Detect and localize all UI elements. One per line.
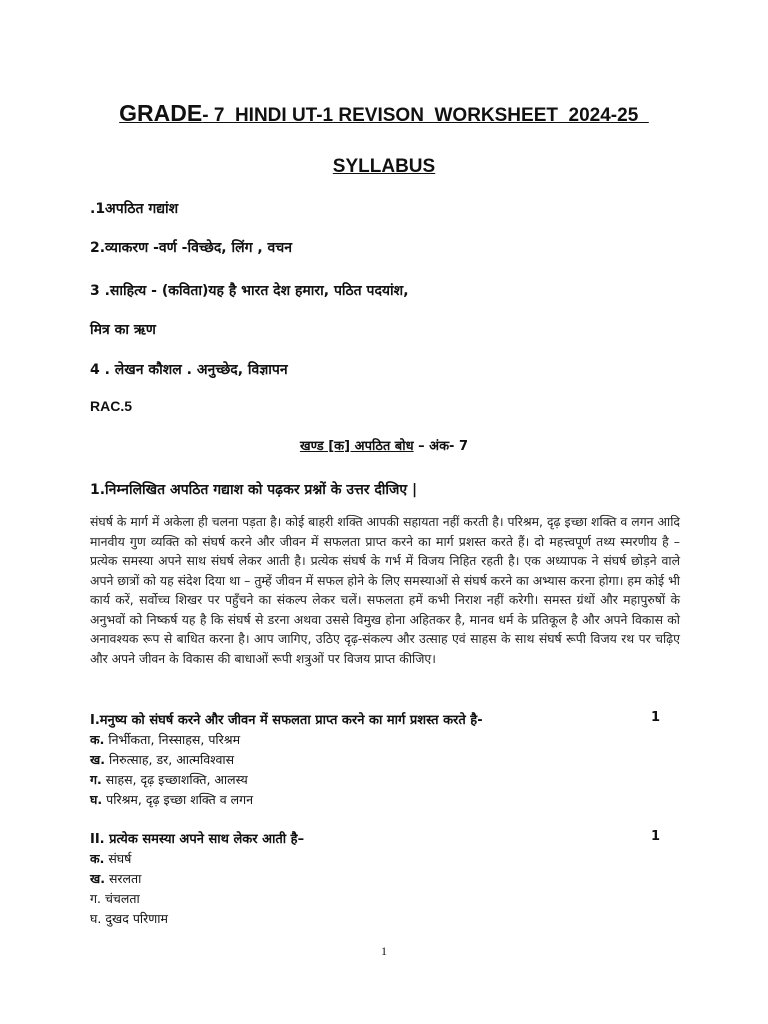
option-kha: ख. सरलता: [90, 871, 142, 886]
syllabus-item-3: 3 .साहित्य - (कविता)यह है भारत देश हमारा, पठित पदयांश,: [90, 283, 409, 299]
unseen-passage: संघर्ष के मार्ग में अकेला ही चलना पड़ता है। कोई बाहरी शक्ति आपकी सहायता नहीं करती है। परिश्रम, दृढ़ इच्छा शक्ति व लगन आदि मानवीय गुण व्यक्ति को संघर्ष करने और जीवन में सफलता प्राप्त करने का मार्ग प्रशस्त करते हैं। दो महत्त्वपूर्ण तथ्य स्मरणीय है – प्रत्येक समस्या अपने साथ संघर्ष लेकर आती है। प्रत्येक संघर्ष के गर्भ में विजय निहित रहती है। एक अध्यापक ने संघर्ष छोड़ने वाले अपने छात्रों को यह संदेश दिया था – तुम्हें जीवन में सफल होने के लिए समस्याओं से संघर्ष करने का अभ्यास करना होगा। हम कोई भी कार्य करें, सर्वोच्च शिखर पर पहुँचने का संकल्प लेकर चलें। सफलता हमें कभी निराश नहीं करेगी। समस्त ग्रंथों और महापुरुषों के अनुभवों को निष्कर्ष यह है कि संघर्ष से डरना अथवा उससे विमुख होना अहितकर है, मानव धर्म के प्रतिकूल है और अपने विकास को अनावश्यक रूप से बाधित करना है। आप जागिए, उठिए दृढ़-संकल्प और उत्साह एवं साहस के साथ संघर्ष रूपी विजय रथ पर चढ़िए और अपने जीवन के विकास की बाधाओं रूपी शत्रुओं पर विजय प्राप्त कीजिए।: [90, 514, 680, 666]
rac-label: RAC.5: [90, 398, 133, 414]
title-grade-word: GRADE: [119, 100, 203, 126]
option-ga: ग. साहस, दृढ़ इच्छाशक्ति, आलस्य: [90, 772, 248, 787]
question-text: [90, 710, 670, 730]
option-ga: ग. चंचलता: [90, 891, 140, 906]
title-rest: - 7 HINDI UT-1 REVISON WORKSHEET 2024-25: [202, 105, 649, 126]
option-gha: घ. दुखद परिणाम: [90, 911, 169, 926]
syllabus-item-1: .1अपठित गद्यांश: [90, 201, 179, 217]
question-text: [90, 829, 670, 849]
question-marks: 1: [650, 829, 660, 844]
option-gha: घ. परिश्रम, दृढ़ इच्छा शक्ति व लगन: [90, 792, 254, 807]
syllabus-item-2: 2.व्याकरण -वर्ण -विच्छेद, लिंग , वचन: [90, 240, 292, 256]
syllabus-item-3-continued: मित्र का ऋण: [90, 322, 156, 338]
option-ka: क. संघर्ष: [90, 851, 132, 866]
section-title: खण्ड [क] अपठित बोध: [299, 439, 414, 454]
question-instruction: 1.निम्नलिखित अपठित गद्याश को पढ़कर प्रश्नों के उत्तर दीजिए |: [90, 482, 418, 498]
question-label: I.मनुष्य को संघर्ष करने और जीवन में सफलता प्राप्त करने का मार्ग प्रशस्त करते है-: [90, 713, 483, 728]
question-label: II. प्रत्येक समस्या अपने साथ लेकर आती है–: [90, 832, 305, 847]
option-ka: क. निर्भीकता, निस्साहस, परिश्रम: [90, 732, 241, 747]
page-number: 1: [381, 944, 387, 958]
mcq-question-1: [90, 710, 670, 810]
section-marks: – अंक- 7: [413, 439, 469, 454]
worksheet-title: [0, 100, 768, 127]
syllabus-heading: SYLLABUS: [332, 156, 436, 177]
mcq-question-2: [90, 829, 670, 929]
question-marks: 1: [650, 710, 660, 725]
syllabus-item-4: 4 . लेखन कौशल . अनुच्छेद, विज्ञापन: [90, 362, 288, 378]
option-kha: ख. निरुत्साह, डर, आत्मविश्वास: [90, 752, 235, 767]
section-heading: [0, 436, 768, 454]
